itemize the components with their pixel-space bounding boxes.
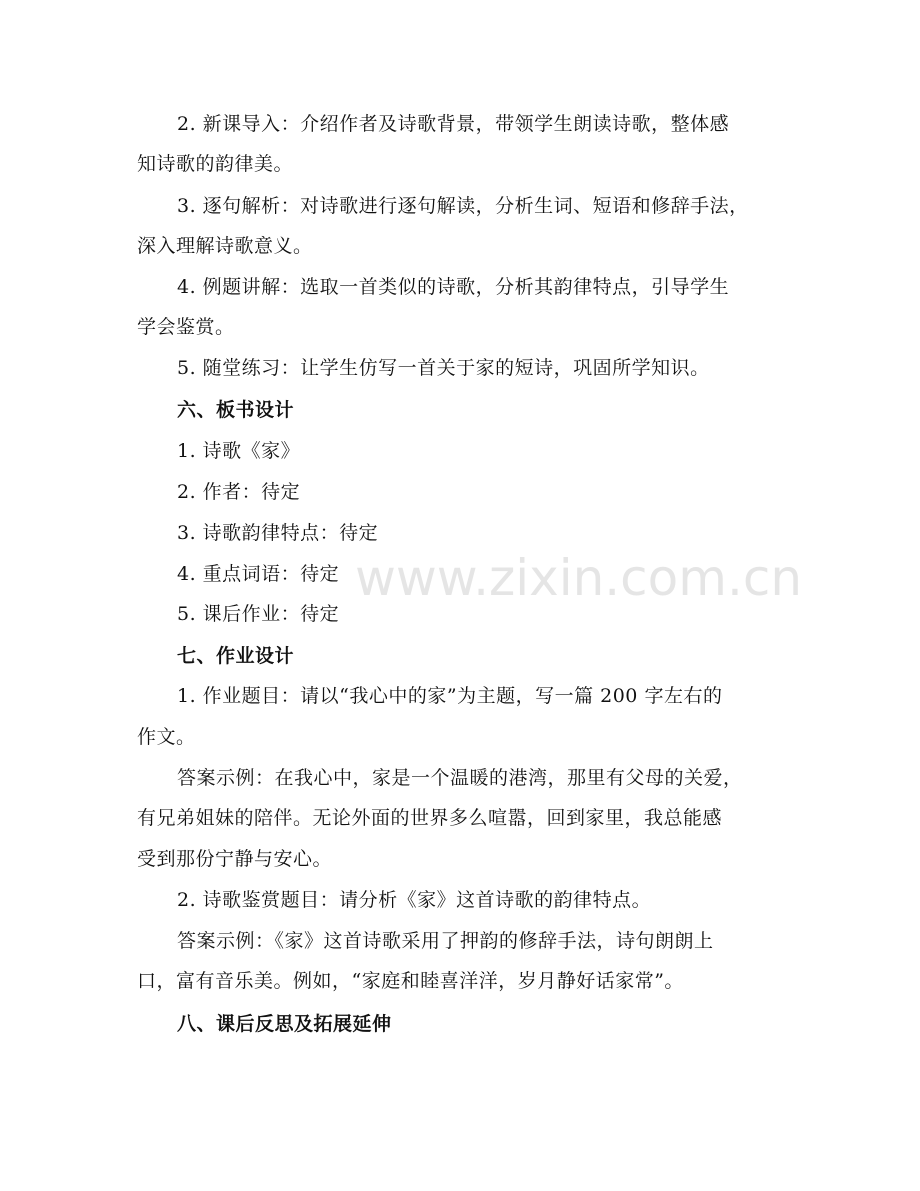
text-line: 有兄弟姐妹的陪伴。无论外面的世界多么喧嚣，回到家里，我总能感 bbox=[137, 807, 723, 829]
text-line: 2. 诗歌鉴赏题目：请分析《家》这首诗歌的韵律特点。 bbox=[177, 889, 652, 911]
text-line: 2. 新课导入：介绍作者及诗歌背景，带领学生朗读诗歌，整体感 bbox=[177, 113, 730, 135]
text-line: 3. 逐句解析：对诗歌进行逐句解读，分析生词、短语和修辞手法， bbox=[177, 195, 749, 217]
section-heading: 七、作业设计 bbox=[177, 645, 295, 667]
section-heading: 八、课后反思及拓展延伸 bbox=[177, 1013, 392, 1035]
text-line: 1. 作业题目：请以“我心中的家”为主题，写一篇 200 字左右的 bbox=[177, 685, 723, 707]
text-line: 2. 作者：待定 bbox=[177, 481, 301, 503]
text-line: 5. 课后作业：待定 bbox=[177, 603, 340, 625]
text-line: 3. 诗歌韵律特点：待定 bbox=[177, 522, 379, 544]
text-line: 学会鉴赏。 bbox=[137, 316, 235, 338]
watermark: www.zixin.com.cn bbox=[355, 549, 803, 607]
text-line: 作文。 bbox=[137, 726, 196, 748]
text-line: 1. 诗歌《家》 bbox=[177, 440, 301, 462]
text-line: 4. 重点词语：待定 bbox=[177, 563, 340, 585]
text-line: 深入理解诗歌意义。 bbox=[137, 235, 313, 257]
text-line: 4. 例题讲解：选取一首类似的诗歌，分析其韵律特点，引导学生 bbox=[177, 276, 730, 298]
section-heading: 六、板书设计 bbox=[177, 399, 295, 421]
text-line: 5. 随堂练习：让学生仿写一首关于家的短诗，巩固所学知识。 bbox=[177, 357, 710, 379]
text-line: 答案示例：在我心中，家是一个温暖的港湾，那里有父母的关爱， bbox=[177, 767, 743, 789]
text-line: 知诗歌的韵律美。 bbox=[137, 153, 294, 175]
text-line: 答案示例：《家》这首诗歌采用了押韵的修辞手法，诗句朗朗上 bbox=[177, 930, 714, 952]
text-line: 受到那份宁静与安心。 bbox=[137, 848, 333, 870]
text-line: 口，富有音乐美。例如，“家庭和睦喜洋洋，岁月静好话家常”。 bbox=[137, 970, 684, 992]
